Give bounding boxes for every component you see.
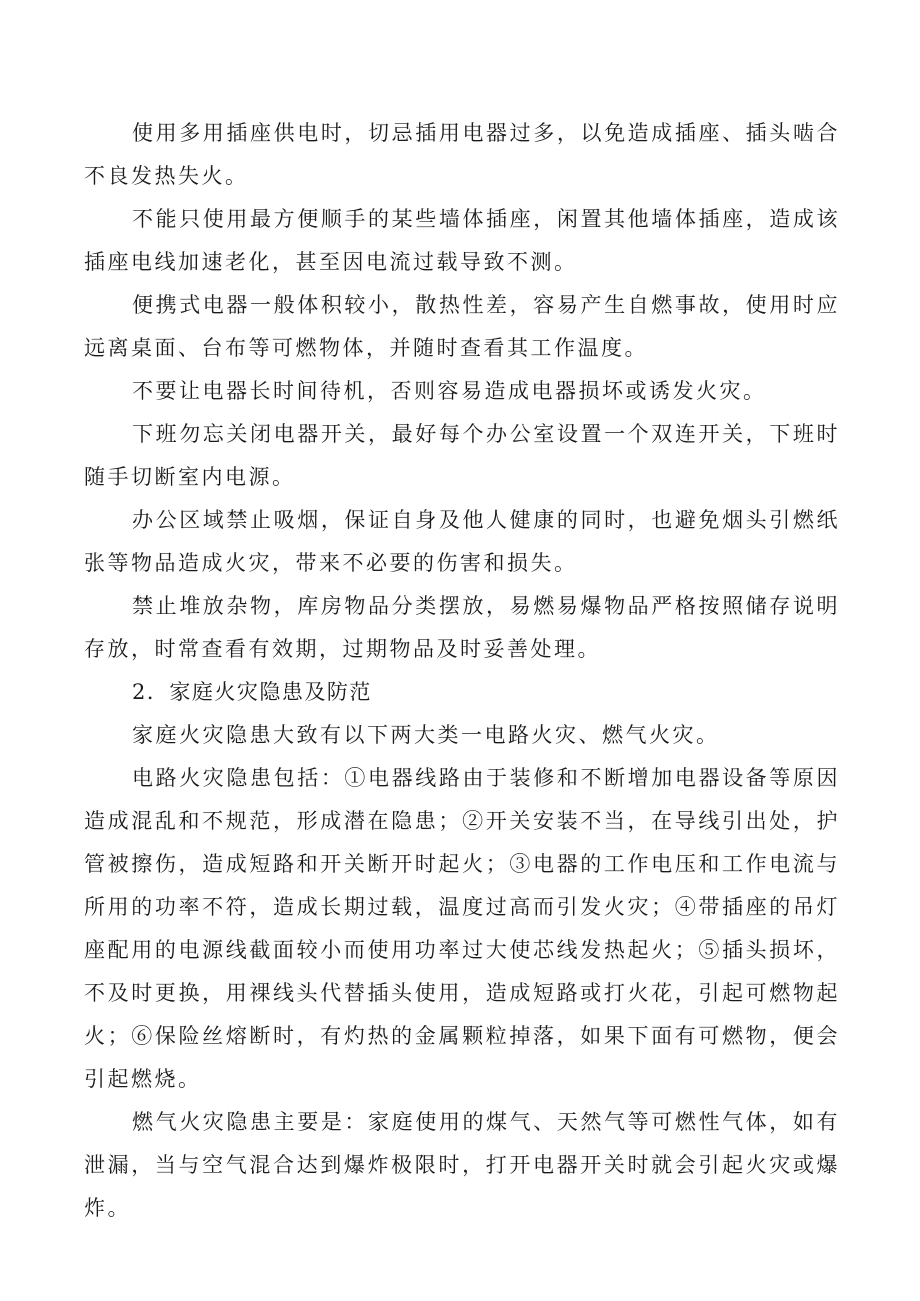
paragraph-portable-appliance: 便携式电器一般体积较小，散热性差，容易产生自燃事故，使用时应远离桌面、台布等可燃物体，并随时查看其工作温度。	[84, 293, 840, 360]
paragraph-circuit-fire: 电路火灾隐患包括：①电器线路由于装修和不断增加电器设备等原因造成混乱和不规范，形成潜在隐患；②开关安装不当，在导线引出处，护管被擦伤，造成短路和开关断开时起火；③电器的工作电压和工作电流与所用的功率不符，造成长期过载，温度过高而引发火灾；④带插座的吊灯座配用的电源线截面较小而使用功率过大使芯线发热起火；⑤插头损坏，不及时更换，用裸线头代替插头使用，造成短路或打火花，引起可燃物起火；⑥保险丝熔断时，有灼热的金属颗粒掉落，如果下面有可燃物，便会引起燃烧。	[84, 766, 840, 1091]
section-heading: 2．家庭火灾隐患及防范	[132, 680, 372, 704]
paragraph-standby: 不要让电器长时间待机，否则容易造成电器损坏或诱发火灾。	[132, 379, 767, 403]
paragraph-gas-fire: 燃气火灾隐患主要是：家庭使用的煤气、天然气等可燃性气体，如有泄漏，当与空气混合达到爆炸极限时，打开电器开关时就会引起火灾或爆炸。	[84, 1110, 840, 1220]
paragraph-wall-socket: 不能只使用最方便顺手的某些墙体插座，闲置其他墙体插座，造成该插座电线加速老化，甚至因电流过载导致不测。	[84, 207, 840, 274]
paragraph-storage: 禁止堆放杂物，库房物品分类摆放，易燃易爆物品严格按照储存说明存放，时常查看有效期，过期物品及时妥善处理。	[84, 594, 840, 661]
paragraph-home-fire-types: 家庭火灾隐患大致有以下两大类一电路火灾、燃气火灾。	[132, 723, 720, 747]
paragraph-multi-socket: 使用多用插座供电时，切忌插用电器过多，以免造成插座、插头啮合不良发热失火。	[84, 121, 840, 188]
paragraph-no-smoking: 办公区域禁止吸烟，保证自身及他人健康的同时，也避免烟头引燃纸张等物品造成火灾，带来不必要的伤害和损失。	[84, 508, 840, 575]
document-page	[84, 112, 840, 1230]
paragraph-switch-off: 下班勿忘关闭电器开关，最好每个办公室设置一个双连开关，下班时随手切断室内电源。	[84, 422, 840, 489]
